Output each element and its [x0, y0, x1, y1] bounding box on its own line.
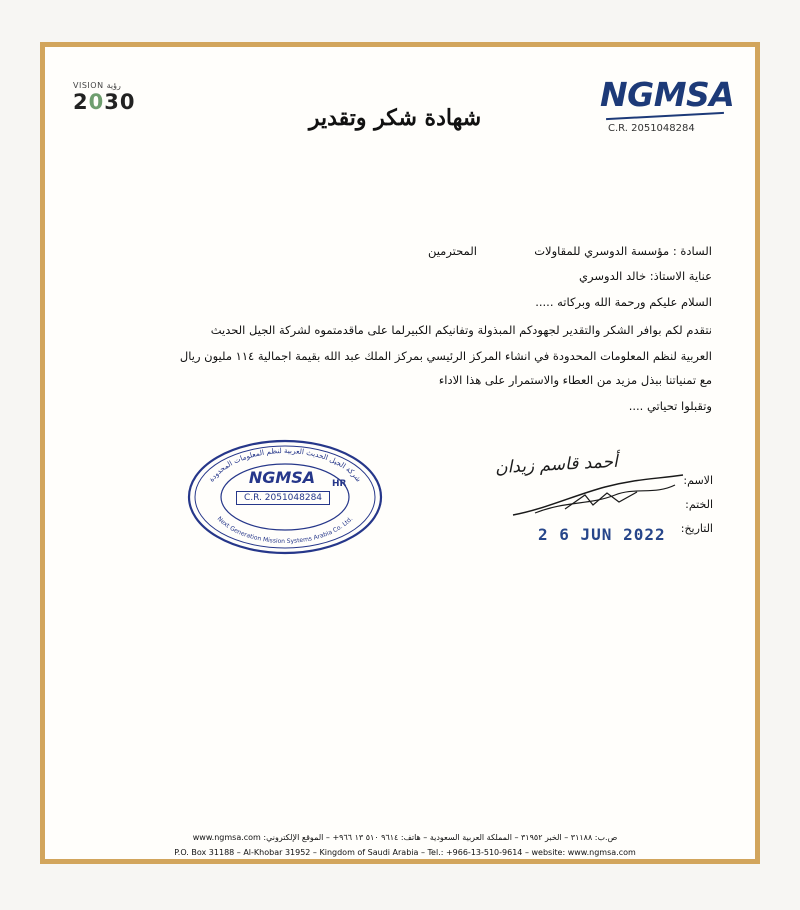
- vision-2030-logo: [73, 81, 173, 129]
- closing-line: وتقبلوا تحياتي ....: [628, 399, 712, 413]
- seal-label: الختم:: [685, 498, 713, 511]
- footer-english: P.O. Box 31188 – Al-Khobar 31952 – Kingdom of Saudi Arabia – Tel.: +966-13-510-9614 – website: www.ngmsa.com: [174, 848, 636, 857]
- stamp-ring-arabic: شركة الجيل الحديث العربية لنظم المعلومات المحدودة: [206, 445, 364, 484]
- date-label: التاريخ:: [680, 522, 713, 535]
- body-line-2: العربية لنظم المعلومات المحدودة في انشاء المركز الرئيسي بمركز الملك عبد الله بقيمة اجمالية ١١٤ مليون ريال: [179, 349, 712, 363]
- cr-number: C.R. 2051048284: [608, 123, 695, 134]
- certificate-title: شهادة شكر وتقدير: [308, 105, 482, 131]
- vision-label: VISION رؤية: [73, 81, 121, 90]
- certificate-frame: [40, 42, 760, 864]
- name-label: الاسم:: [683, 474, 713, 487]
- recipient: السادة : مؤسسة الدوسري للمقاولات: [534, 244, 712, 258]
- stamp-hr: HR: [332, 479, 347, 489]
- date-stamp: 2 6 JUN 2022: [538, 525, 666, 544]
- company-logo: NGMSA: [600, 75, 735, 114]
- body-line-3: مع تمنياتنا ببذل مزيد من العطاء والاستمرار على هذا الاداء: [438, 373, 712, 387]
- body-line-1: نتقدم لكم بوافر الشكر والتقدير لجهودكم المبذولة وتفانيكم الكبيرلما على ماقدمتموه لشركة الجيل الحديث: [210, 323, 712, 337]
- attention-line: عناية الاستاذ: خالد الدوسري: [579, 269, 712, 283]
- handwritten-name: أحمد قاسم زيدان: [494, 451, 619, 479]
- honorific: المحترمين: [427, 244, 477, 258]
- stamp-logo: NGMSA: [248, 468, 316, 487]
- greeting-line: السلام عليكم ورحمة الله وبركاته .....: [535, 295, 712, 309]
- recipient-line: [428, 244, 712, 258]
- company-logo-block: [590, 75, 750, 145]
- vision-year: 2030: [73, 90, 136, 114]
- stamp-cr-number: C.R. 2051048284: [236, 491, 330, 505]
- signature-scribble: [505, 465, 705, 525]
- stamp-ring-english: Next Generation Mission Systems Arabia Co. Ltd.: [215, 515, 355, 546]
- footer-arabic: ص.ب: ٣١١٨٨ – الخبر ٣١٩٥٢ – المملكة العربية السعودية – هاتف: ٩٦١٤ ٥١٠ ١٣ ٩٦٦+ – الموقع الإلكتروني: www.ngmsa.com: [192, 833, 618, 842]
